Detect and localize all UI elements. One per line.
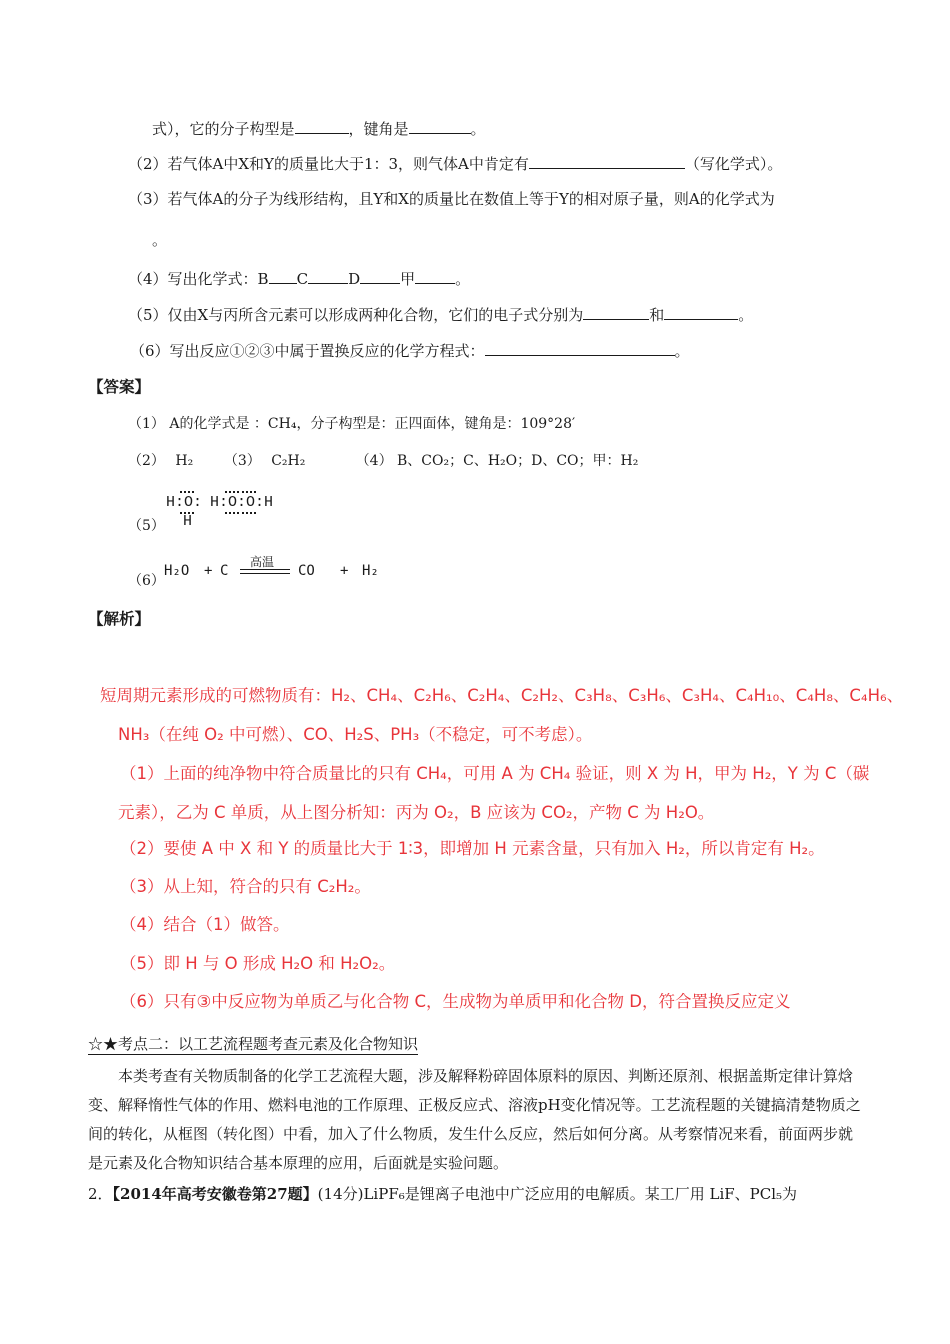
answer-1: （1） A的化学式是 ：CH₄，分子构型是：正四面体，键角是：109°28′ [128, 416, 576, 432]
reaction-condition: 高温 [250, 555, 275, 569]
equals-bar-top [240, 569, 290, 570]
question-5: （5）仅由X与丙所含元素可以形成两种化合物，它们的电子式分别为 和 。 [128, 306, 754, 324]
question-2-intro: 2．【2014年高考安徽卷第27题】(14分)LiPF₆是锂离子电池中广泛应用的电解质。某工厂用 LiF、PCl₅为 [88, 1185, 798, 1203]
question-3: （3）若气体A的分子为线形结构，且Y和X的质量比在数值上等于Y的相对原子量，则A的化学式为 [128, 190, 775, 208]
question-3-end: 。 [152, 231, 168, 249]
question-4: （4）写出化学式：B C D 甲 。 [128, 270, 471, 288]
answer-blank [269, 268, 297, 284]
document-page: 式），它的分子构型是 ，键角是 。 （2）若气体A中X和Y的质量比大于1：3，则气体A中肯定有 （写化学式）。 （3）若气体A的分子为线形结构，且Y和X的质量比在数值上等于Y的相对原子量，则A的化学式为 。 （4）写出化学式：B C D 甲 。 （5）仅由X与丙所含元素可以形成两种化合物，它们的电子式分别为 和 。 （6）写出反应①②③中属于置换反应的化学方程式： 。 【答案】 （1） A的化学式是 ：CH₄，分子构型是：正四面体，键角是：109°28′ （2） H₂ （3） C₂H₂ （4） B、CO₂；C、H₂O；D、CO；甲：H₂ （5） H:O: H H:O:O:H （6） H₂O + C 高温 CO + H₂ 【解析】 短周期元素形成的可燃物质有：H₂、CH₄、C₂H₆、C₂H₄、C₂H₂、C₃H₈、C₃H₆、C₃H₄、C₄H₁₀、C₄H₈、C₄H₆、 NH₃（在纯 O₂ 中可燃）、CO、H₂S、PH₃（不稳定，可不考虑）。 （1）上面的纯净物中符合质量比的只有 CH₄，可用 A 为 CH₄ 验证，则 X 为 H，甲为 H₂，Y 为 C（碳 元素），乙为 C 单质，从上图分析知：丙为 O₂，B 应该为 CO₂，产物 C 为 H₂O。 （2）要使 A 中 X 和 Y 的质量比大于 1∶3，即增加 H 元素含量，只有加入 H₂，所以肯定有 H₂。 （3）从上知，符合的只有 C₂H₂。 （4）结合（1）做答。 （5）即 H 与 O 形成 H₂O 和 H₂O₂。 （6）只有③中反应物为单质乙与化合物 C，生成物为单质甲和化合物 D，符合置换反应定义 ☆★考点二：以工艺流程题考查元素及化合物知识 本类考查有关物质制备的化学工艺流程大题，涉及解释粉碎固体原料的原因、判断还原剂、根据盖斯定律计算焓变、解释惰性气体的作用、燃料电池的工作原理、正极反应式、溶液pH变化情况等。工艺流程题的关键搞清楚物质之间的转化，从框图（转化图）中看，加入了什么物质，发生什么反应，然后如何分离。从考察情况来看，前面两步就是元素及化合物知识结合基本原理的应用，后面就是实验问题。 2．【2014年高考安徽卷第27题】(14分)LiPF₆是锂离子电池中广泛应用的电解质。某工厂用 LiF、PCl₅为 [88, 120, 904, 1203]
answer-heading: 【答案】 [88, 377, 151, 396]
electron-dots [180, 512, 194, 514]
electron-dots [242, 512, 256, 514]
answer-blank [664, 304, 738, 320]
electron-dots [242, 491, 256, 493]
answer-2-4: （2） H₂ （3） C₂H₂ （4） B、CO₂；C、H₂O；D、CO；甲：H₂ [128, 453, 639, 469]
answer-blank [409, 118, 471, 134]
electron-dots [225, 491, 239, 493]
question-6: （6）写出反应①②③中属于置换反应的化学方程式： 。 [130, 342, 690, 360]
section-2-heading: ☆★考点二：以工艺流程题考查元素及化合物知识 [88, 1035, 419, 1053]
answer-blank [583, 304, 649, 320]
answer-blank [529, 153, 685, 169]
electron-dots [180, 491, 194, 493]
answer-blank [415, 268, 455, 284]
answer-blank [360, 268, 400, 284]
answer-blank [308, 268, 348, 284]
answer-5-label: （5） [128, 518, 165, 534]
answer-blank [295, 118, 349, 134]
question-2: （2）若气体A中X和Y的质量比大于1：3，则气体A中肯定有 （写化学式）。 [128, 155, 783, 173]
answer-6-label: （6） [128, 573, 165, 589]
analysis-heading: 【解析】 [88, 609, 151, 628]
equals-bar-bottom [240, 573, 290, 574]
section-2-paragraph: 本类考查有关物质制备的化学工艺流程大题，涉及解释粉碎固体原料的原因、判断还原剂、根据盖斯定律计算焓变、解释惰性气体的作用、燃料电池的工作原理、正极反应式、溶液pH变化情况等。工艺流程题的关键搞清楚物质之间的转化，从框图（转化图）中看，加入了什么物质，发生什么反应，然后如何分离。从考察情况来看，前面两步就是元素及化合物知识结合基本原理的应用，后面就是实验问题。 [88, 1067, 861, 1172]
answer-blank [485, 340, 675, 356]
q1-continuation: 式），它的分子构型是 ，键角是 。 [152, 120, 486, 138]
electron-dots [225, 512, 239, 514]
